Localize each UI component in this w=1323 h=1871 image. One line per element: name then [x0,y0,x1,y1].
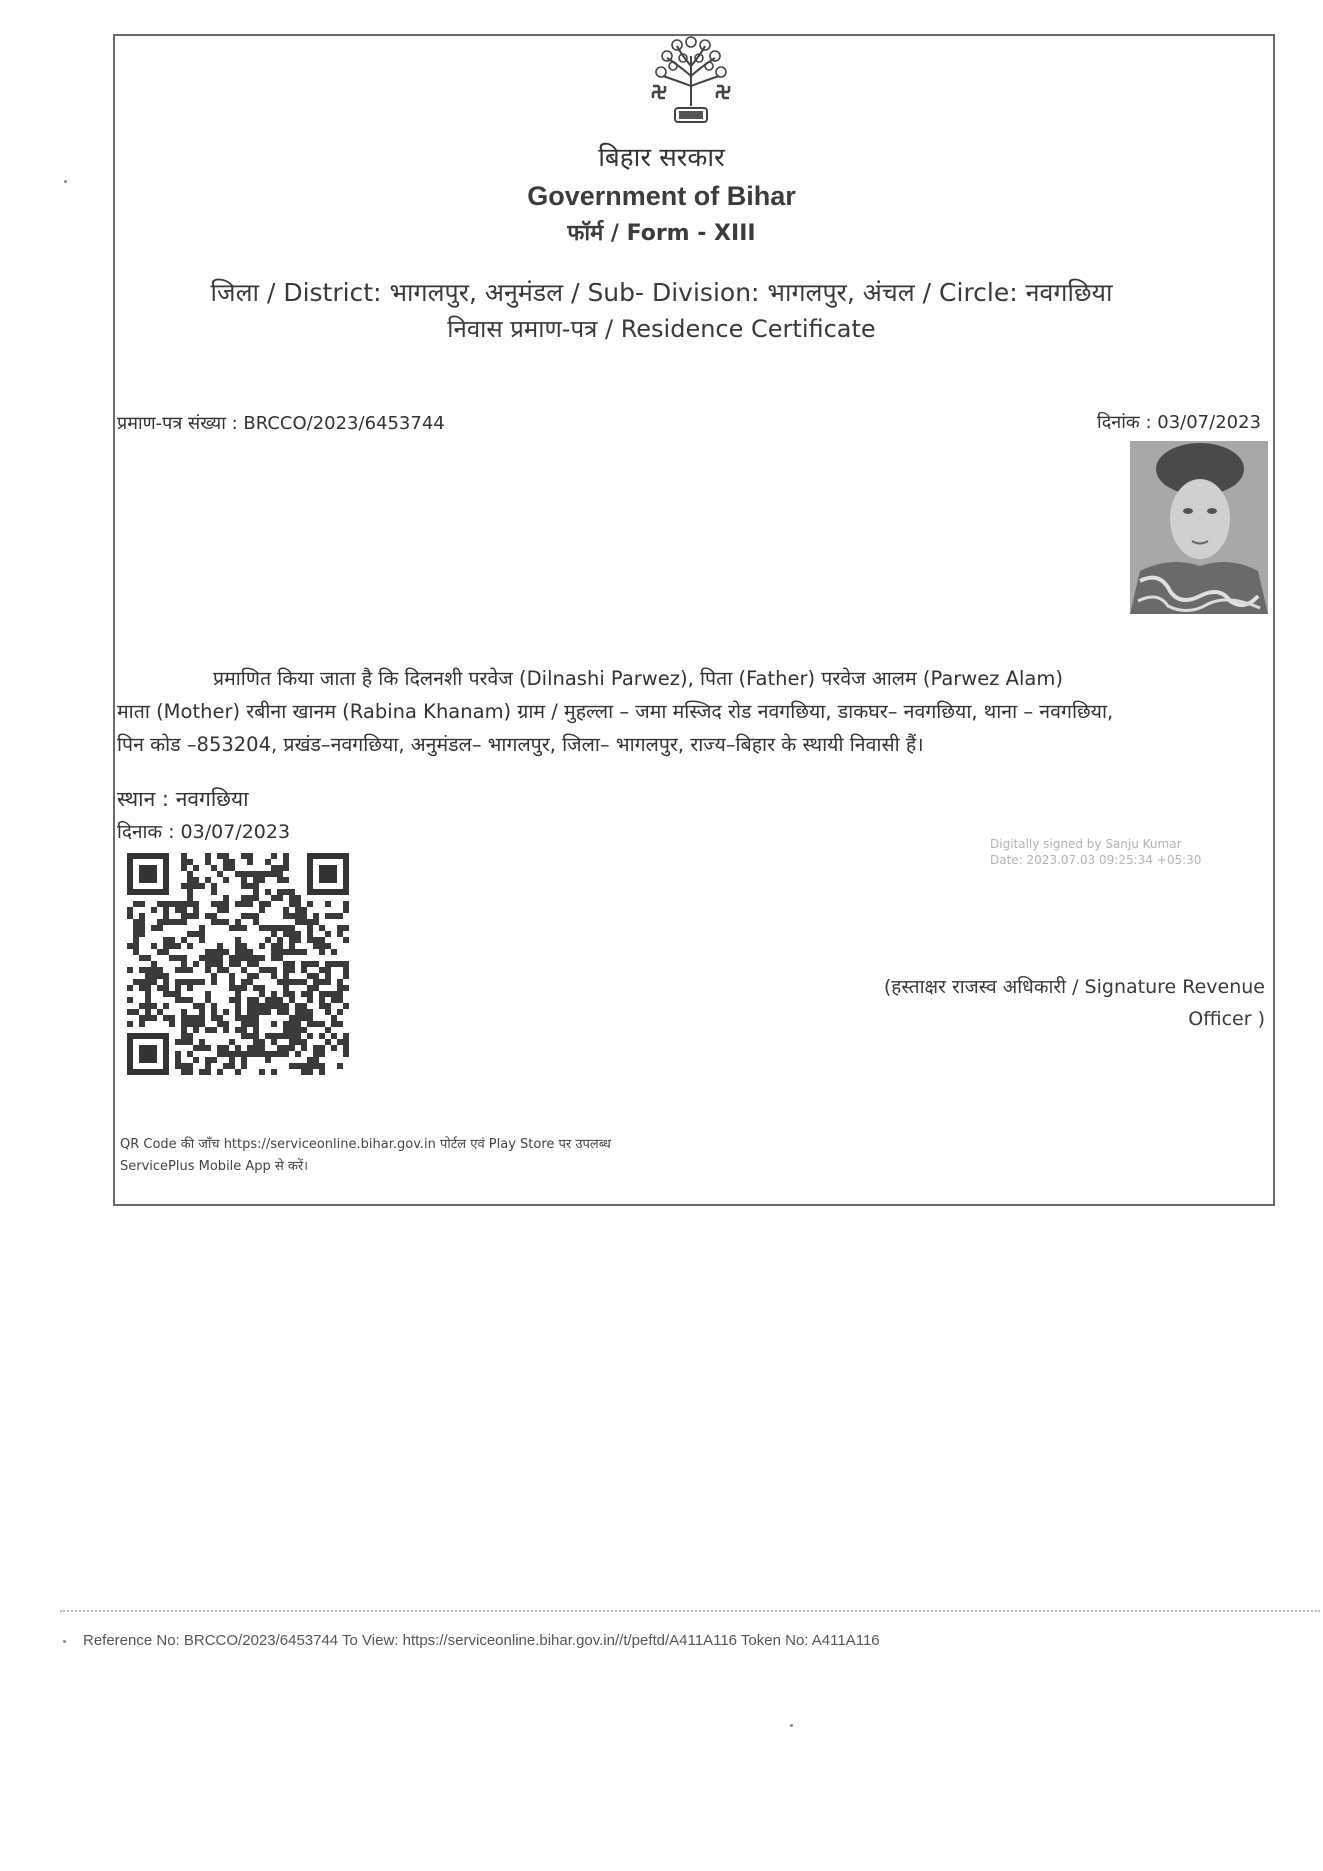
signature-line-2: Officer ) [1188,1008,1265,1030]
hindi-government-title: बिहार सरकार [598,143,725,173]
scan-speck [790,1724,793,1727]
scan-speck [64,180,67,183]
qr-code [127,853,355,1093]
scan-speck [63,1640,66,1643]
government-title: Government of Bihar [527,181,796,211]
footer-reference: Reference No: BRCCO/2023/6453744 To View: https://serviceonline.bihar.gov.in//t/peftd/A411A116 Token No: A411A116 [83,1632,880,1649]
qr-verification-note [120,1134,611,1178]
qr-note-line-2: ServicePlus Mobile App से करें। [120,1159,309,1174]
issue-date-bottom: दिनाक : 03/07/2023 [117,821,291,843]
signature-block [884,971,1265,1035]
digital-sign-line-1: Digitally signed by Sanju Kumar [990,837,1182,851]
issue-date-top: दिनांक : 03/07/2023 [1097,412,1261,433]
certificate-title: निवास प्रमाण-पत्र / Residence Certificate [447,315,876,343]
body-line-3: पिन कोड –853204, प्रखंड–नवगछिया, अनुमंडल– भागलपुर, जिला– भागलपुर, राज्य–बिहार के स्थायी निवासी हैं। [117,733,924,756]
form-number: फॉर्म / Form - XIII [567,221,756,246]
body-line-1: प्रमाणित किया जाता है कि दिलनशी परवेज (Dilnashi Parwez), पिता (Father) परवेज आलम (Parwez Alam) [213,667,1063,690]
place-label: स्थान : नवगछिया [117,787,249,811]
district-line: जिला / District: भागलपुर, अनुमंडल / Sub- Division: भागलपुर, अंचल / Circle: नवगछिया [210,278,1113,307]
qr-note-line-1: QR Code की जाँच https://serviceonline.bihar.gov.in पोर्टल एवं Play Store पर उपलब्ध [120,1137,611,1152]
footer-divider [60,1610,1320,1612]
bihar-emblem-icon [637,36,745,136]
applicant-photo [1130,441,1268,614]
body-line-2: माता (Mother) रबीना खानम (Rabina Khanam) ग्राम / मुहल्ला – जमा मस्जिद रोड नवगछिया, डाकघर– नवगछिया, थाना – नवगछिया, [117,700,1114,723]
certificate-number: प्रमाण-पत्र संख्या : BRCCO/2023/6453744 [117,413,445,434]
digital-signature-stamp [990,836,1201,868]
signature-line-1: (हस्ताक्षर राजस्व अधिकारी / Signature Revenue [883,976,1265,998]
certificate-body [117,662,1269,761]
digital-sign-line-2: Date: 2023.07.03 09:25:34 +05:30 [990,853,1202,867]
